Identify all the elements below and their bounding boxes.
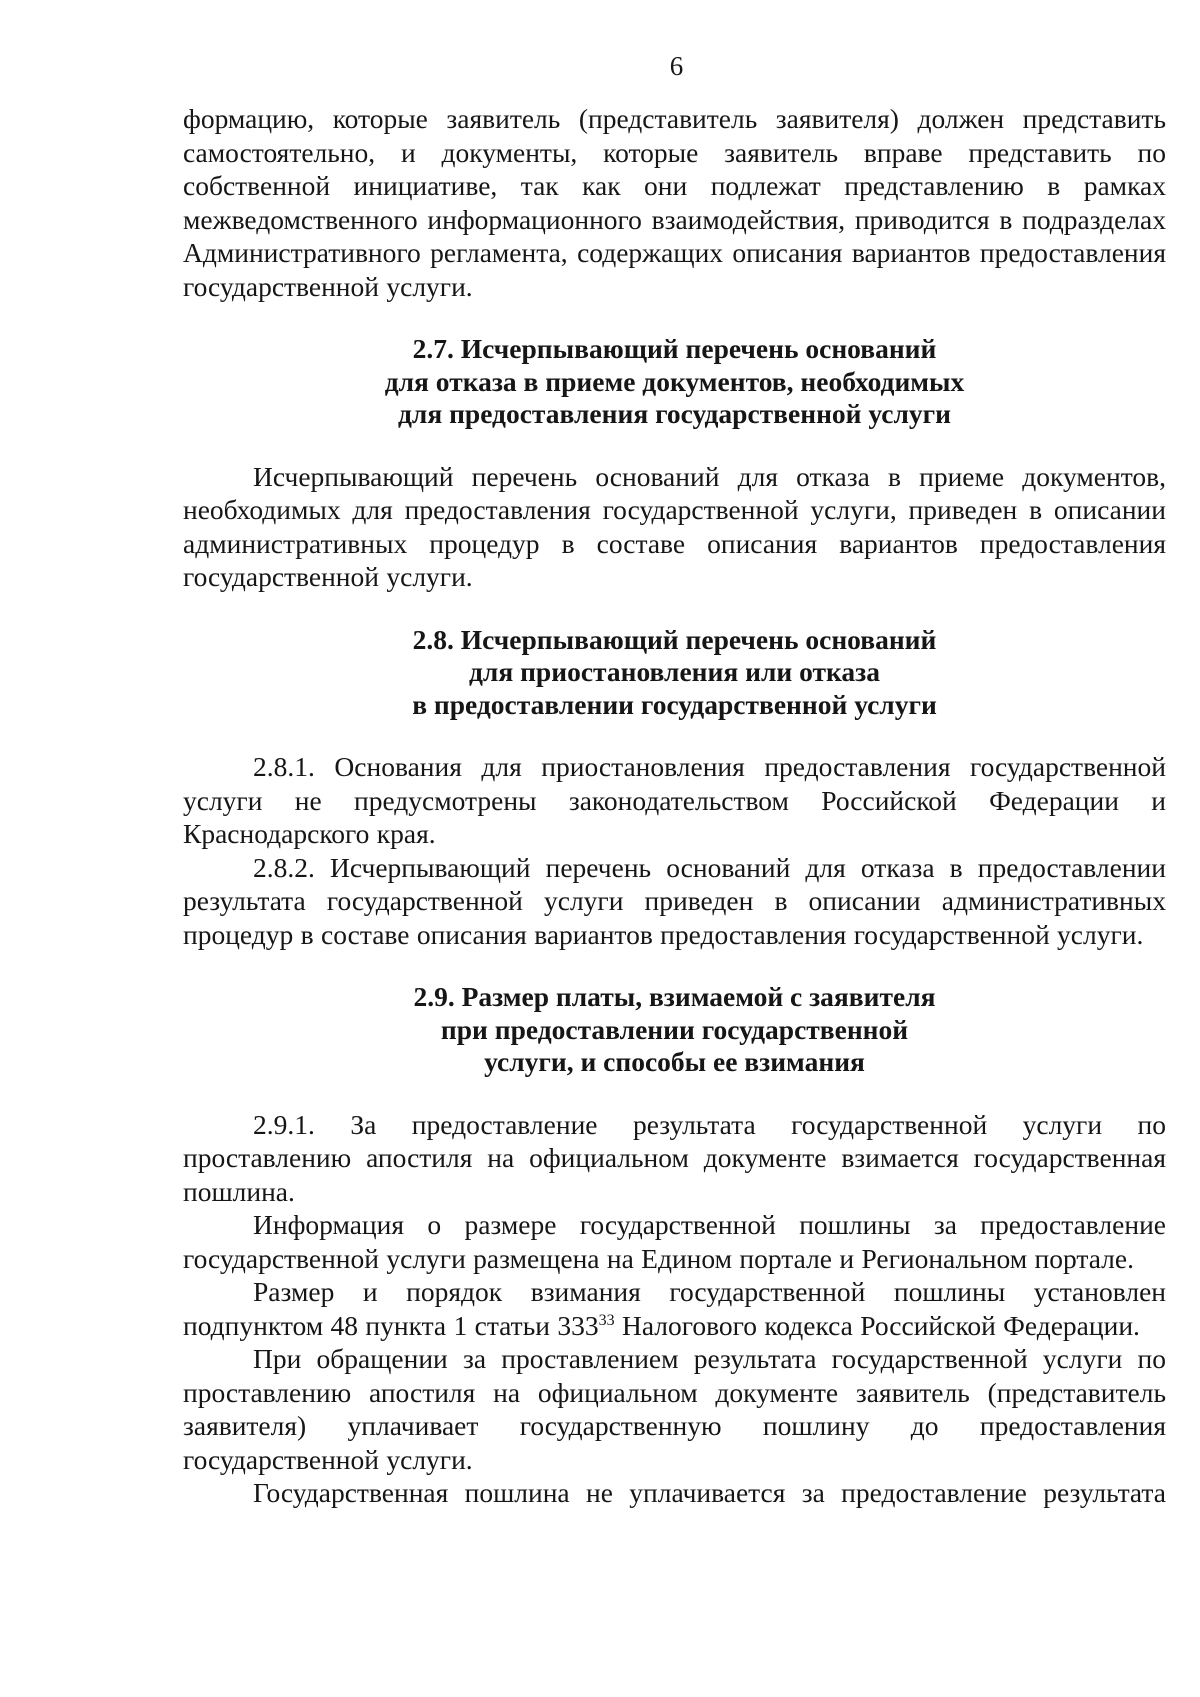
section-2-8-heading [183,624,1166,722]
fee-info-paragraph: Информация о размере государственной пошлины за предоставление государственной услуги размещена на Едином портале и Региональном портале. [183,1209,1166,1274]
fee-legal-basis-text: Размер и порядок взимания государственной пошлины установлен подпунктом 48 пункта 1 статьи 333 [183,1276,1166,1341]
article-superscript: 33 [598,1311,615,1329]
heading-line: в предоставлении государственной услуги [412,688,937,720]
heading-line: 2.9. Размер платы, взимаемой с заявителя [413,981,936,1012]
fee-exemption-paragraph: Государственная пошлина не уплачивается за предоставление результата [253,1477,1166,1508]
fee-legal-basis-paragraph [183,1275,1166,1342]
section-2-7-heading [183,333,1166,431]
page-number: 6 [669,51,684,81]
intro-paragraph: формацию, которые заявитель (представитель заявителя) должен представить самостоятельно, и документы, которые заявитель вправе представить по собственной инициативе, так как они подлежат представлению в рамках межведомственного информационного взаимодействия, приводится в подразделах Административного регламента, содержащих описания вариантов предоставления государственной услуги. [183,103,1166,302]
heading-line: услуги, и способы ее взимания [484,1046,865,1077]
document-page [183,50,1166,1510]
heading-line: для предоставления государственной услуги [397,398,952,429]
paragraph-2-8-1: 2.8.1. Основания для приостановления предоставления государственной услуги не предусмотрены законодательством Российской Федерации и Краснодарского края. [183,751,1166,849]
heading-line: для отказа в приеме документов, необходимых [384,365,965,397]
heading-line: 2.7. Исчерпывающий перечень оснований [412,333,937,364]
section-2-9-heading [183,981,1166,1079]
heading-line: 2.8. Исчерпывающий перечень оснований [412,623,937,655]
heading-line: при предоставлении государственной [440,1013,909,1045]
section-2-7-paragraph: Исчерпывающий перечень оснований для отказа в приеме документов, необходимых для предоставления государственной услуги, приведен в описании административных процедур в составе описания вариантов предоставления государственной услуги. [183,460,1166,592]
fee-payment-paragraph: При обращении за проставлением результата государственной услуги по проставлению апостиля на официальном документе заявитель (представитель заявителя) уплачивает государственную пошлину до предоставления государственной услуги. [183,1343,1166,1475]
heading-line: для приостановления или отказа [469,656,880,687]
paragraph-2-8-2: 2.8.2. Исчерпывающий перечень оснований для отказа в предоставлении результата государственной услуги приведен в описании административных процедур в составе описания вариантов предоставления государственной услуги. [183,851,1166,950]
paragraph-2-9-1: 2.9.1. За предоставление результата государственной услуги по проставлению апостиля на официальном документе взимается государственная пошлина. [183,1108,1166,1207]
fee-legal-basis-text-end: Налогового кодекса Российской Федерации. [614,1309,1140,1341]
